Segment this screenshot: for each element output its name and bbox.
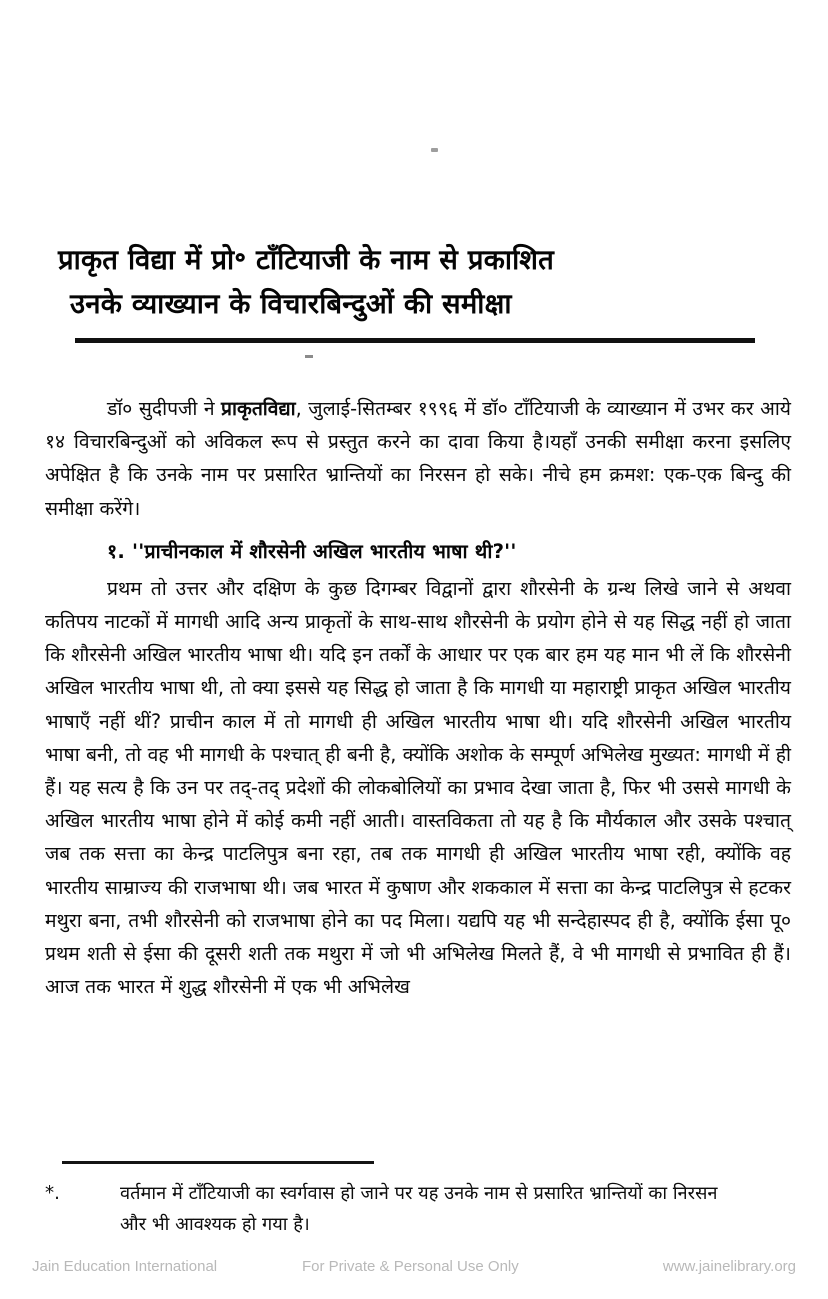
intro-text-after-journal: , जुलाई-सितम्बर १९९६ में डॉ० टाँटियाजी के व्याख्यान में उभर कर आये १४ विचारबिन्दुओं को अविकल रूप से प्रस्तुत करने का दावा किया है।यहाँ उनकी समीक्षा करना इसलिए अपेक्षित है कि उनके नाम पर प्रसारित भ्रान्तियों का निरसन हो सके। नीचे हम क्रमश: एक-एक बिन्दु की समीक्षा करेंगे।: [45, 397, 791, 520]
scan-artifact-speck: [431, 148, 438, 152]
footnote-marker: *.: [45, 1183, 60, 1204]
title-underline-rule: [75, 338, 755, 343]
body-text-area: [45, 392, 791, 1003]
footer-organization: Jain Education International: [32, 1258, 218, 1275]
scan-artifact-speck-secondary: [305, 355, 313, 358]
main-paragraph-text: प्रथम तो उत्तर और दक्षिण के कुछ दिगम्बर विद्वानों द्वारा शौरसेनी के ग्रन्थ लिखे जाने से अथवा कतिपय नाटकों में मागधी आदि अन्य प्राकृतों के साथ-साथ शौरसेनी के प्रयोग होने से यह सिद्ध नहीं हो जाता कि शौरसेनी अखिल भारतीय भाषा थी। यदि इन तर्कों के आधार पर एक बार हम यह मान भी लें कि शौरसेनी अखिल भारतीय भाषा थी, तो क्या इससे यह सिद्ध हो जाता है कि मागधी या महाराष्ट्री प्राकृत अखिल भारतीय भाषाएँ नहीं थीं? प्राचीन काल में तो मागधी ही अखिल भारतीय भाषा थी। यदि शौरसेनी अखिल भारतीय भाषा बनी, तो वह भी मागधी के पश्चात् ही बनी है, क्योंकि अशोक के सम्पूर्ण अभिलेख मुख्यत: मागधी में ही हैं। यह सत्य है कि उन पर तद्-तद् प्रदेशों की लोकबोलियों का प्रभाव देखा जाता है, फिर भी उससे मागधी के अखिल भारतीय भाषा होने में कोई कमी नहीं आती। वास्तविकता तो यह है कि मौर्यकाल और उसके पश्चात् जब तक सत्ता का केन्द्र पाटलिपुत्र बना रहा, तब तक मागधी ही अखिल भारतीय भाषा रही, क्योंकि वह भारतीय साम्राज्य की राजभाषा थी। जब भारत में कुषाण और शककाल में सत्ता का केन्द्र पाटलिपुत्र से हटकर मथुरा बना, तभी शौरसेनी को राजभाषा होने का पद मिला। यद्यपि यह भी सन्देहास्पद ही है, क्योंकि ईसा पू० प्रथम शती से ईसा की दूसरी शती तक मथुरा में जो भी अभिलेख मिलते हैं, वे भी मागधी से प्रभावित ही हैं। आज तक भारत में शुद्ध शौरसेनी में एक भी अभिलेख: [45, 576, 791, 999]
footnote-text: वर्तमान में टाँटियाजी का स्वर्गवास हो जाने पर यह उनके नाम से प्रसारित भ्रान्तियों का निरसन और भी आवश्यक हो गया है।: [120, 1183, 718, 1235]
page-footer: [0, 1258, 828, 1282]
intro-text-before-journal: डॉ० सुदीपजी ने: [107, 397, 222, 420]
footnote: [45, 1178, 745, 1240]
journal-name-bold: प्राकृतविद्या: [221, 397, 296, 420]
page-title-line-1: प्राकृत विद्या में प्रो॰ टाँटियाजी के नाम से प्रकाशित: [58, 244, 555, 276]
footer-website-url: www.jainelibrary.org: [662, 1258, 796, 1275]
section-heading-1: १. ''प्राचीनकाल में शौरसेनी अखिल भारतीय भाषा थी?'': [107, 539, 517, 563]
intro-paragraph: [45, 392, 791, 525]
page-title: [58, 238, 770, 326]
page-title-line-2: उनके व्याख्यान के विचारबिन्दुओं की समीक्षा: [70, 288, 512, 320]
footer-usage-notice: For Private & Personal Use Only: [302, 1258, 519, 1275]
footnote-separator-rule: [62, 1161, 374, 1164]
main-paragraph: [45, 572, 791, 1004]
